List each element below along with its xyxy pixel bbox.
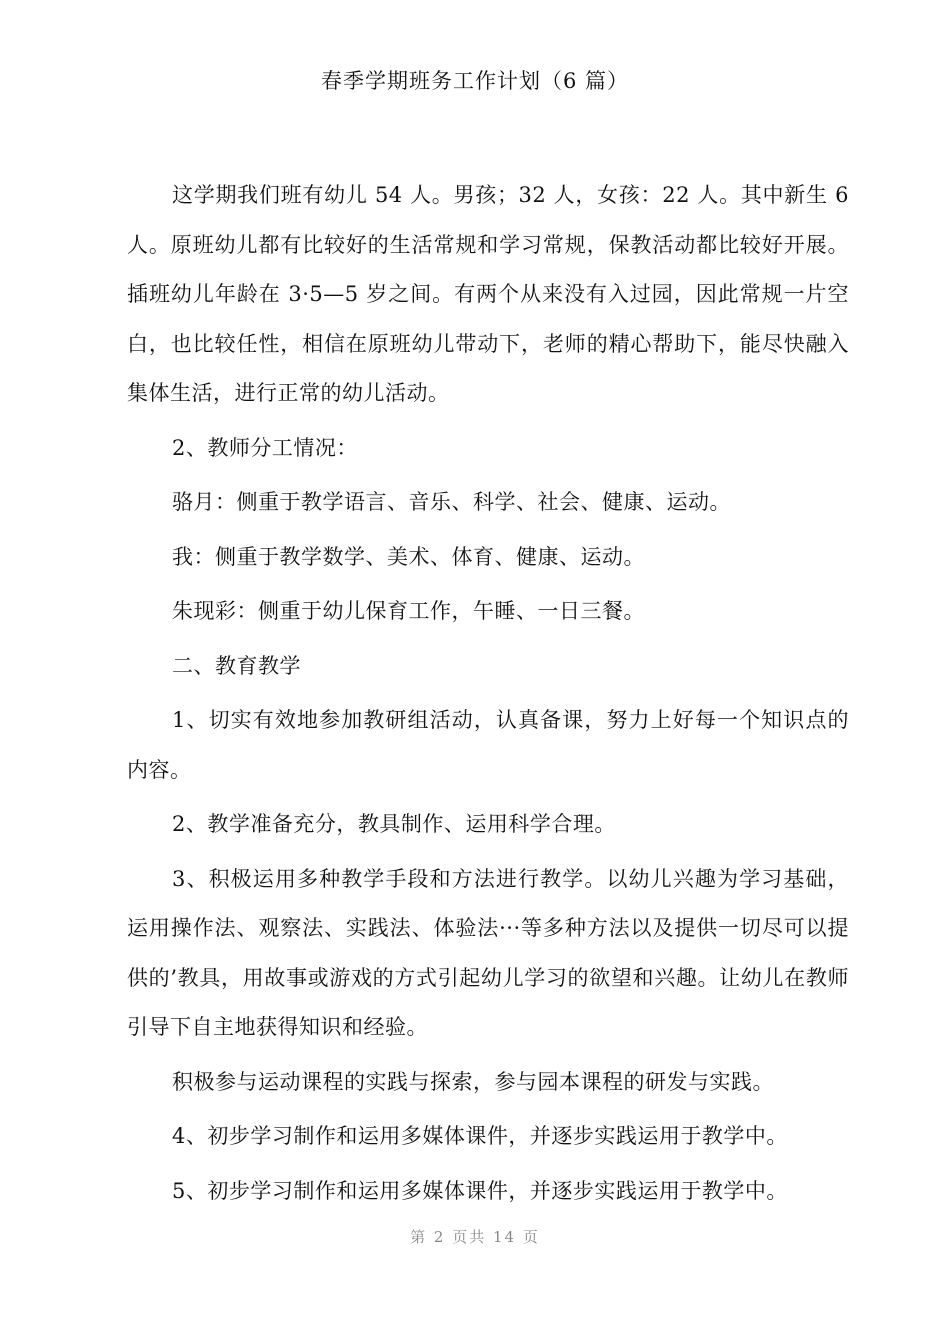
page-footer: 第 2 页共 14 页 (410, 1228, 540, 1246)
paragraph-sports-curriculum: 积极参与运动课程的实践与探索，参与园本课程的研发与实践。 (172, 1069, 774, 1094)
paragraph-class-overview: 这学期我们班有幼儿 54 人。男孩；32 人，女孩：22 人。其中新生 6 人。原班幼儿都有比较好的生活常规和学习常规，保教活动都比较好开展。插班幼儿年龄在 3·5—5 岁之间。有两个从来没有入过园，因此常规一片空白，也比较任性，相信在原班幼儿带动下，老师的精心帮助下，能尽快融入集体生活，进行正常的幼儿活动。 (127, 183, 849, 405)
section-heading-education: 二、教育教学 (172, 653, 301, 678)
paragraph-item-3: 3、积极运用多种教学手段和方法进行教学。以幼儿兴趣为学习基础，运用操作法、观察法、实践法、体验法···等多种方法以及提供一切尽可以提供的’教具，用故事或游戏的方式引起幼儿学习的欲望和兴趣。让幼儿在教师引导下自主地获得知识和经验。 (127, 866, 849, 1039)
paragraph-teacher-luoyue: 骆月：侧重于教学语言、音乐、科学、社会、健康、运动。 (172, 490, 731, 514)
document-body (127, 171, 849, 1221)
paragraph-teacher-me: 我：侧重于教学数学、美术、体育、健康、运动。 (172, 544, 645, 569)
paragraph-teacher-division-heading: 2、教师分工情况： (172, 435, 358, 460)
paragraph-item-4: 4、初步学习制作和运用多媒体课件，并逐步实践运用于教学中。 (172, 1124, 788, 1148)
paragraph-teacher-zhuxiancai: 朱现彩：侧重于幼儿保育工作，午睡、一日三餐。 (172, 599, 645, 623)
paragraph-item-5: 5、初步学习制作和运用多媒体课件，并逐步实践运用于教学中。 (172, 1178, 788, 1203)
paragraph-item-2: 2、教学准备充分，教具制作、运用科学合理。 (172, 812, 616, 836)
paragraph-item-1: 1、切实有效地参加教研组活动，认真备课，努力上好每一个知识点的内容。 (127, 708, 849, 782)
document-title: 春季学期班务工作计划（6 篇） (320, 69, 630, 93)
